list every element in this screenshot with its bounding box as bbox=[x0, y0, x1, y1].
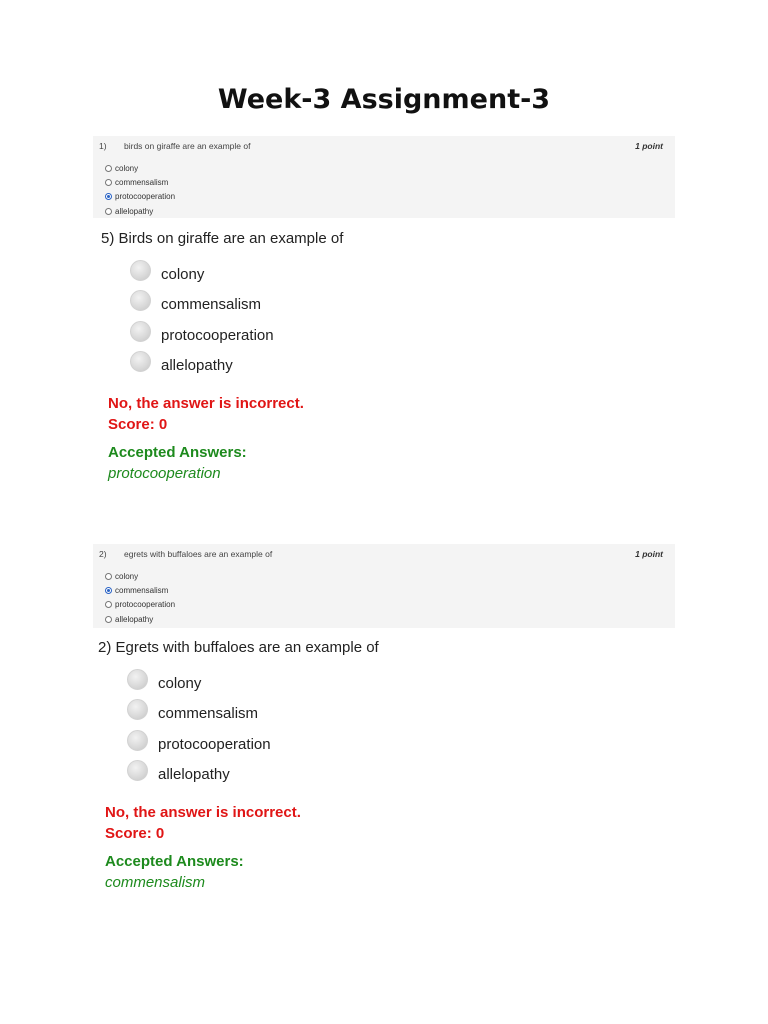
option-commensalism[interactable] bbox=[105, 583, 669, 597]
result-option-list bbox=[98, 668, 379, 790]
result-question: 2) Egrets with buffaloes are an example of bbox=[98, 639, 379, 656]
feedback-block bbox=[101, 393, 343, 484]
radio-button[interactable] bbox=[105, 573, 112, 580]
option-colony[interactable] bbox=[105, 569, 669, 583]
incorrect-message: No, the answer is incorrect. bbox=[105, 804, 301, 821]
option-protocooperation[interactable] bbox=[105, 190, 669, 204]
radio-button[interactable] bbox=[130, 290, 151, 311]
option-label: colony bbox=[158, 674, 202, 692]
option-label: protocooperation bbox=[158, 735, 271, 753]
option-label: commensalism bbox=[115, 585, 169, 595]
result-question: 5) Birds on giraffe are an example of bbox=[101, 230, 344, 247]
option-list bbox=[99, 161, 669, 218]
option-colony[interactable] bbox=[105, 161, 669, 175]
radio-button[interactable] bbox=[127, 760, 148, 781]
option-list bbox=[99, 569, 669, 626]
radio-button[interactable] bbox=[127, 699, 148, 720]
option-label: protocooperation bbox=[115, 600, 176, 610]
radio-button[interactable] bbox=[105, 165, 112, 172]
accepted-answer: protocooperation bbox=[108, 465, 221, 482]
radio-button[interactable] bbox=[127, 730, 148, 751]
option-label: commensalism bbox=[161, 296, 262, 314]
radio-button-selected[interactable] bbox=[105, 587, 112, 594]
option-label: colony bbox=[115, 571, 139, 581]
result-option-list bbox=[101, 259, 343, 381]
score-label: Score: 0 bbox=[105, 825, 165, 842]
feedback-block bbox=[98, 802, 379, 893]
result-option-commensalism[interactable] bbox=[130, 290, 343, 321]
incorrect-message: No, the answer is incorrect. bbox=[108, 395, 304, 412]
accepted-answers-label: Accepted Answers: bbox=[108, 444, 247, 461]
question-text: egrets with buffaloes are an example of bbox=[124, 549, 273, 559]
option-allelopathy[interactable] bbox=[105, 612, 669, 626]
accepted-answer: commensalism bbox=[105, 874, 206, 891]
question-number: 1) bbox=[99, 141, 107, 151]
radio-button[interactable] bbox=[130, 351, 151, 372]
option-label: commensalism bbox=[158, 705, 259, 723]
option-label: allelopathy bbox=[115, 614, 154, 624]
score-label: Score: 0 bbox=[108, 416, 168, 433]
option-label: colony bbox=[161, 265, 205, 283]
option-label: allelopathy bbox=[161, 357, 233, 375]
option-commensalism[interactable] bbox=[105, 175, 669, 189]
option-label: allelopathy bbox=[115, 206, 154, 216]
points-label: 1 point bbox=[635, 549, 663, 559]
card-header bbox=[99, 141, 669, 155]
result-option-colony[interactable] bbox=[130, 259, 343, 290]
question-card-2 bbox=[93, 544, 675, 628]
result-option-allelopathy[interactable] bbox=[130, 351, 343, 382]
result-option-protocooperation[interactable] bbox=[130, 320, 343, 351]
option-allelopathy[interactable] bbox=[105, 204, 669, 218]
radio-button[interactable] bbox=[105, 601, 112, 608]
result-option-protocooperation[interactable] bbox=[127, 729, 379, 760]
accepted-answers-label: Accepted Answers: bbox=[105, 853, 244, 870]
result-option-allelopathy[interactable] bbox=[127, 760, 379, 791]
result-option-commensalism[interactable] bbox=[127, 699, 379, 730]
radio-button[interactable] bbox=[105, 208, 112, 215]
option-label: protocooperation bbox=[115, 192, 176, 202]
result-option-colony[interactable] bbox=[127, 668, 379, 699]
option-label: allelopathy bbox=[158, 766, 230, 784]
option-protocooperation[interactable] bbox=[105, 598, 669, 612]
radio-button[interactable] bbox=[105, 616, 112, 623]
question-result-1 bbox=[101, 230, 343, 484]
page-title: Week-3 Assignment-3 bbox=[217, 84, 551, 115]
radio-button[interactable] bbox=[127, 669, 148, 690]
option-label: colony bbox=[115, 163, 139, 173]
radio-button[interactable] bbox=[130, 321, 151, 342]
option-label: protocooperation bbox=[161, 326, 274, 344]
radio-button[interactable] bbox=[105, 179, 112, 186]
option-label: commensalism bbox=[115, 177, 169, 187]
question-result-2 bbox=[98, 639, 379, 893]
question-card-1 bbox=[93, 136, 675, 218]
card-header bbox=[99, 549, 669, 563]
question-number: 2) bbox=[99, 549, 107, 559]
question-text: birds on giraffe are an example of bbox=[124, 141, 251, 151]
points-label: 1 point bbox=[635, 141, 663, 151]
radio-button-selected[interactable] bbox=[105, 193, 112, 200]
radio-button[interactable] bbox=[130, 260, 151, 281]
